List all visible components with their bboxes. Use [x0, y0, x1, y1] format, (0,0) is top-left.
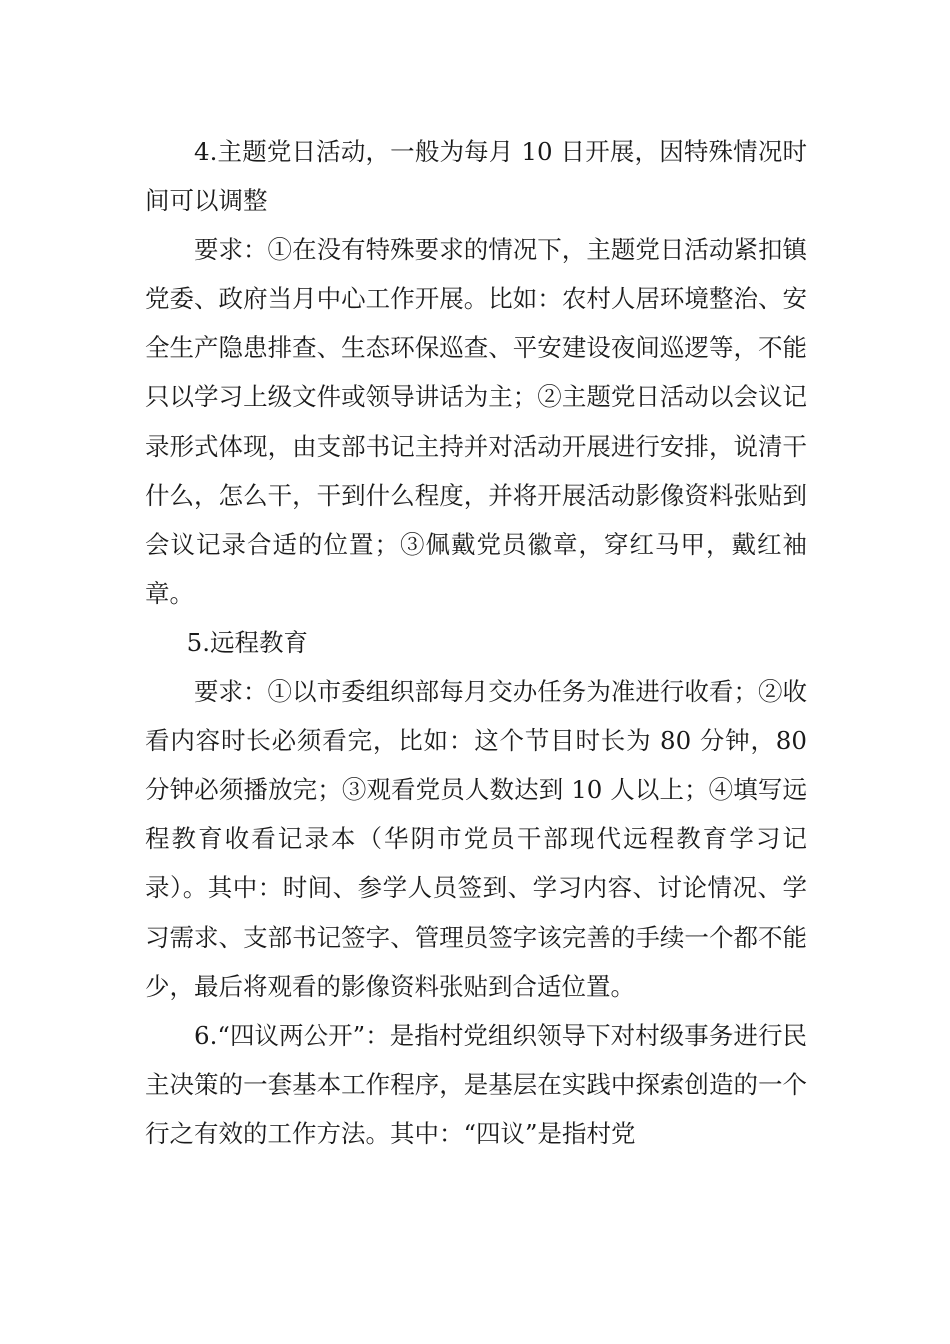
- paragraph-item-4-requirements: 要求：①在没有特殊要求的情况下，主题党日活动紧扣镇党委、政府当月中心工作开展。比如：农村人居环境整治、安全生产隐患排查、生态环保巡查、平安建设夜间巡逻等，不能只以学习上级文件或领导讲话为主；②主题党日活动以会议记录形式体现，由支部书记主持并对活动开展进行安排，说清干什么，怎么干，干到什么程度，并将开展活动影像资料张贴到会议记录合适的位置；③佩戴党员徽章，穿红马甲，戴红袖章。: [145, 235, 807, 608]
- paragraph-item-5-requirements: 要求：①以市委组织部每月交办任务为准进行收看；②收看内容时长必须看完，比如：这个节目时长为 80 分钟，80 分钟必须播放完；③观看党员人数达到 10 人以上；④填写远程教育收看记录本（华阴市党员干部现代远程教育学习记录）。其中：时间、参学人员签到、学习内容、讨论情况、学习需求、支部书记签字、管理员签字该完善的手续一个都不能少，最后将观看的影像资料张贴到合适位置。: [145, 677, 807, 1001]
- paragraph-item-4-heading: 4.主题党日活动，一般为每月 10 日开展，因特殊情况时间可以调整: [145, 137, 807, 216]
- paragraph-item-6-definition: 6.“四议两公开”：是指村党组织领导下对村级事务进行民主决策的一套基本工作程序，是基层在实践中探索创造的一个行之有效的工作方法。其中：“四议”是指村党: [145, 1020, 807, 1148]
- paragraph-item-5-heading: 5.远程教育: [186, 627, 309, 657]
- document-body: [145, 127, 807, 1158]
